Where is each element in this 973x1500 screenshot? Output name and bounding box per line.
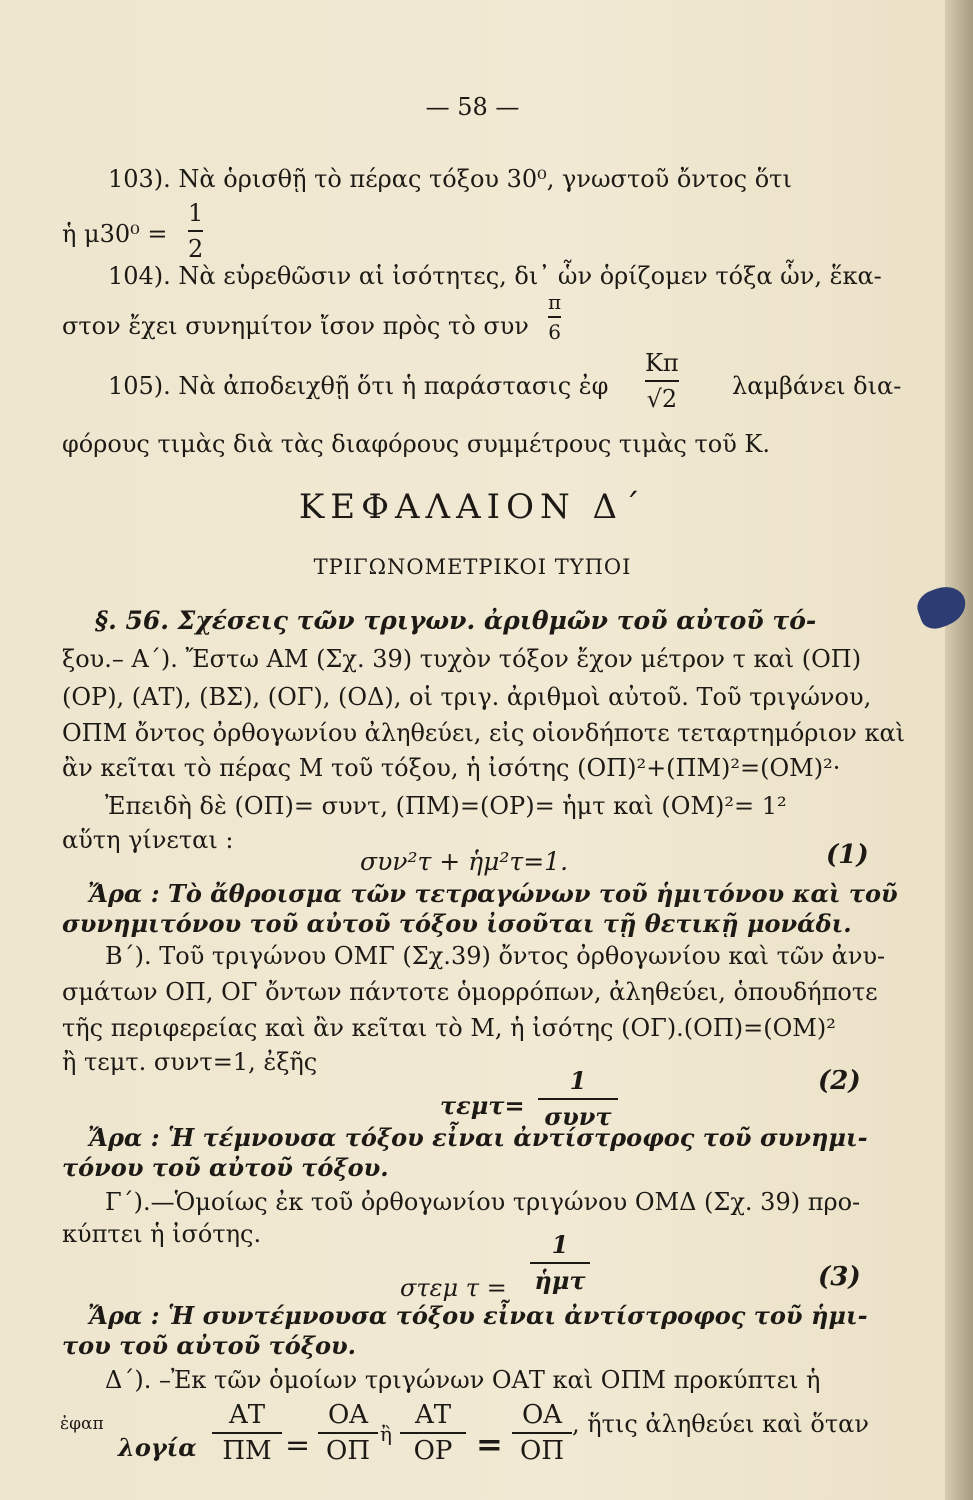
section-56-conclusion1: Ἄρα : Τὸ ἄθροισμα τῶν τετραγώνων τοῦ ἡμιτόνου καὶ τοῦ (88, 879, 898, 908)
exercise-105-line2: φόρους τιμὰς διὰ τὰς διαφόρους συμμέτρους τιμὰς τοῦ Κ. (62, 430, 770, 458)
fraction-numerator: ΟΑ (521, 1400, 563, 1430)
equation-1: συν²τ + ἡμ²τ=1. (360, 847, 569, 876)
equation-3-fraction (530, 1230, 590, 1296)
fraction-bar (645, 380, 679, 382)
section-56-line4: ΟΠΜ ὄντος ὀρθογωνίου ἀληθεύει, εἰς οἱονδήποτε τεταρτημόριον καὶ (62, 719, 906, 747)
page-edge (945, 0, 973, 1500)
part-d-line1: Δ΄). –Ἐκ τῶν ὁμοίων τριγώνων ΟΑΤ καὶ ΟΠΜ προκύπτει ἡ (105, 1366, 821, 1394)
section-56-line5: ἂν κεῖται τὸ πέρας Μ τοῦ τόξου, ἡ ἰσότης (ΟΠ)²+(ΠΜ)²=(ΟΜ)²· (62, 754, 841, 782)
exercise-105-line1-end: λαμβάνει δια- (732, 372, 902, 400)
page-number: — 58 — (425, 93, 520, 121)
fraction-bar (548, 316, 561, 318)
equation-3-left: στεμ τ = (400, 1274, 507, 1302)
part-d-tail: , ἥτις ἀληθεύει καὶ ὅταν (572, 1410, 869, 1438)
fraction-denominator: 2 (188, 235, 204, 263)
fraction-numerator: π (548, 290, 562, 314)
section-56-conclusion2: συνημιτόνου τοῦ αὐτοῦ τόξου ἰσοῦται τῇ θετικῇ μονάδι. (62, 909, 852, 938)
exercise-103-line2: ἡ μ30⁰ = (62, 220, 168, 248)
equation-2-left: τεμτ= (440, 1091, 525, 1120)
fraction-denominator: ἡμτ (534, 1266, 586, 1295)
part-b-conclusion2: τόνου τοῦ αὐτοῦ τόξου. (62, 1153, 389, 1182)
equation-3-number: (3) (818, 1262, 861, 1292)
part-d-fraction3 (400, 1400, 466, 1466)
fraction-bar (538, 1098, 618, 1100)
section-56-heading: §. 56. Σχέσεις τῶν τριγων. ἀριθμῶν τοῦ αὐτοῦ τό- (95, 606, 817, 635)
fraction-denominator: 6 (548, 320, 561, 344)
part-d-or: ἢ (380, 1422, 392, 1446)
section-56-line6: Ἐπειδὴ δὲ (ΟΠ)= συντ, (ΠΜ)=(ΟΡ)= ἡμτ καὶ (ΟΜ)²= 1² (105, 792, 787, 820)
fraction-numerator: ΑΤ (228, 1400, 266, 1430)
exercise-104-line1: 104). Νὰ εὑρεθῶσιν αἱ ἰσότητες, δι᾽ ὧν ὁρίζομεν τόξα ὧν, ἕκα- (108, 262, 882, 290)
exercise-103-fraction (188, 198, 203, 264)
section-56-line3: (ΟΡ), (ΑΤ), (ΒΣ), (ΟΓ), (ΟΔ), οἱ τριγ. ἀριθμοὶ αὐτοῦ. Τοῦ τριγώνου, (62, 683, 872, 711)
fraction-bar (400, 1432, 466, 1434)
fraction-numerator: 1 (188, 199, 204, 227)
fraction-bar (512, 1432, 572, 1434)
part-d-fraction4 (512, 1400, 572, 1466)
fraction-denominator: ΟΠ (326, 1436, 370, 1466)
fraction-denominator: ΟΡ (413, 1436, 453, 1466)
fraction-denominator: συντ (544, 1102, 612, 1131)
fraction-bar (318, 1432, 378, 1434)
part-b-line2: σμάτων ΟΠ, ΟΓ ὄντων πάντοτε ὁμορρόπων, ἀληθεύει, ὁπουδήποτε (62, 978, 878, 1006)
part-d-fraction2 (318, 1400, 378, 1466)
equation-2-number: (2) (818, 1066, 861, 1096)
fraction-numerator: Κπ (645, 349, 679, 377)
fraction-denominator: ΟΠ (520, 1436, 564, 1466)
fraction-numerator: ΑΤ (414, 1400, 452, 1430)
chapter-title: ΚΕΦΑΛΑΙΟΝ Δ΄ (298, 487, 647, 527)
part-b-line4: ἢ τεμτ. συντ=1, ἐξῆς (62, 1048, 318, 1076)
equals-sign: = (285, 1428, 311, 1463)
section-56-line7: αὕτη γίνεται : (62, 826, 234, 854)
exercise-104-fraction (548, 290, 561, 344)
part-c-line1: Γ΄).—Ὁμοίως ἐκ τοῦ ὀρθογωνίου τριγώνου ΟΜΔ (Σχ. 39) προ- (105, 1188, 861, 1216)
part-b-line1: Β΄). Τοῦ τριγώνου ΟΜΓ (Σχ.39) ὄντος ὀρθογωνίου καὶ τῶν ἀνυ- (105, 942, 886, 970)
section-56-line2: ξου.– Α΄). Ἔστω ΑΜ (Σχ. 39) τυχὸν τόξον ἔχον μέτρον τ καὶ (ΟΠ) (62, 645, 862, 673)
chapter-subtitle: ΤΡΙΓΩΝΟΜΕΤΡΙΚΟΙ ΤΥΠΟΙ (313, 555, 632, 579)
exercise-103-line1: 103). Νὰ ὁρισθῇ τὸ πέρας τόξου 30⁰, γνωστοῦ ὄντος ὅτι (108, 165, 792, 193)
part-b-conclusion1: Ἄρα : Ἡ τέμνουσα τόξου εἶναι ἀντίστροφος τοῦ συνημι- (88, 1123, 868, 1152)
fraction-denominator: ΠΜ (222, 1436, 272, 1466)
fraction-denominator: √2 (646, 385, 678, 413)
fraction-numerator: 1 (551, 1230, 569, 1259)
part-d-prefix: λογία (118, 1433, 197, 1462)
fraction-bar (530, 1262, 590, 1264)
exercise-104-line2: στον ἔχει συνημίτον ἴσον πρὸς τὸ συν (62, 312, 529, 340)
fraction-numerator: ΟΑ (327, 1400, 369, 1430)
part-c-line2: κύπτει ἡ ἰσότης. (62, 1220, 262, 1248)
exercise-105-fraction (645, 348, 679, 414)
fraction-bar (188, 230, 203, 232)
equation-1-number: (1) (826, 840, 869, 870)
exercise-105-line1: 105). Νὰ ἀποδειχθῇ ὅτι ἡ παράστασις ἐφ (108, 372, 609, 400)
part-d-prefix-small: ἐφαπ (60, 1414, 104, 1434)
part-d-fraction1 (212, 1400, 282, 1466)
fraction-bar (212, 1432, 282, 1434)
part-c-conclusion1: Ἄρα : Ἡ συντέμνουσα τόξου εἶναι ἀντίστροφος τοῦ ἡμι- (88, 1301, 868, 1330)
fraction-numerator: 1 (569, 1066, 587, 1095)
part-c-conclusion2: του τοῦ αὐτοῦ τόξου. (62, 1331, 356, 1360)
part-b-line3: τῆς περιφερείας καὶ ἂν κεῖται τὸ Μ, ἡ ἰσότης (ΟΓ).(ΟΠ)=(ΟΜ)² (62, 1014, 836, 1042)
equals-sign: = (476, 1425, 503, 1463)
